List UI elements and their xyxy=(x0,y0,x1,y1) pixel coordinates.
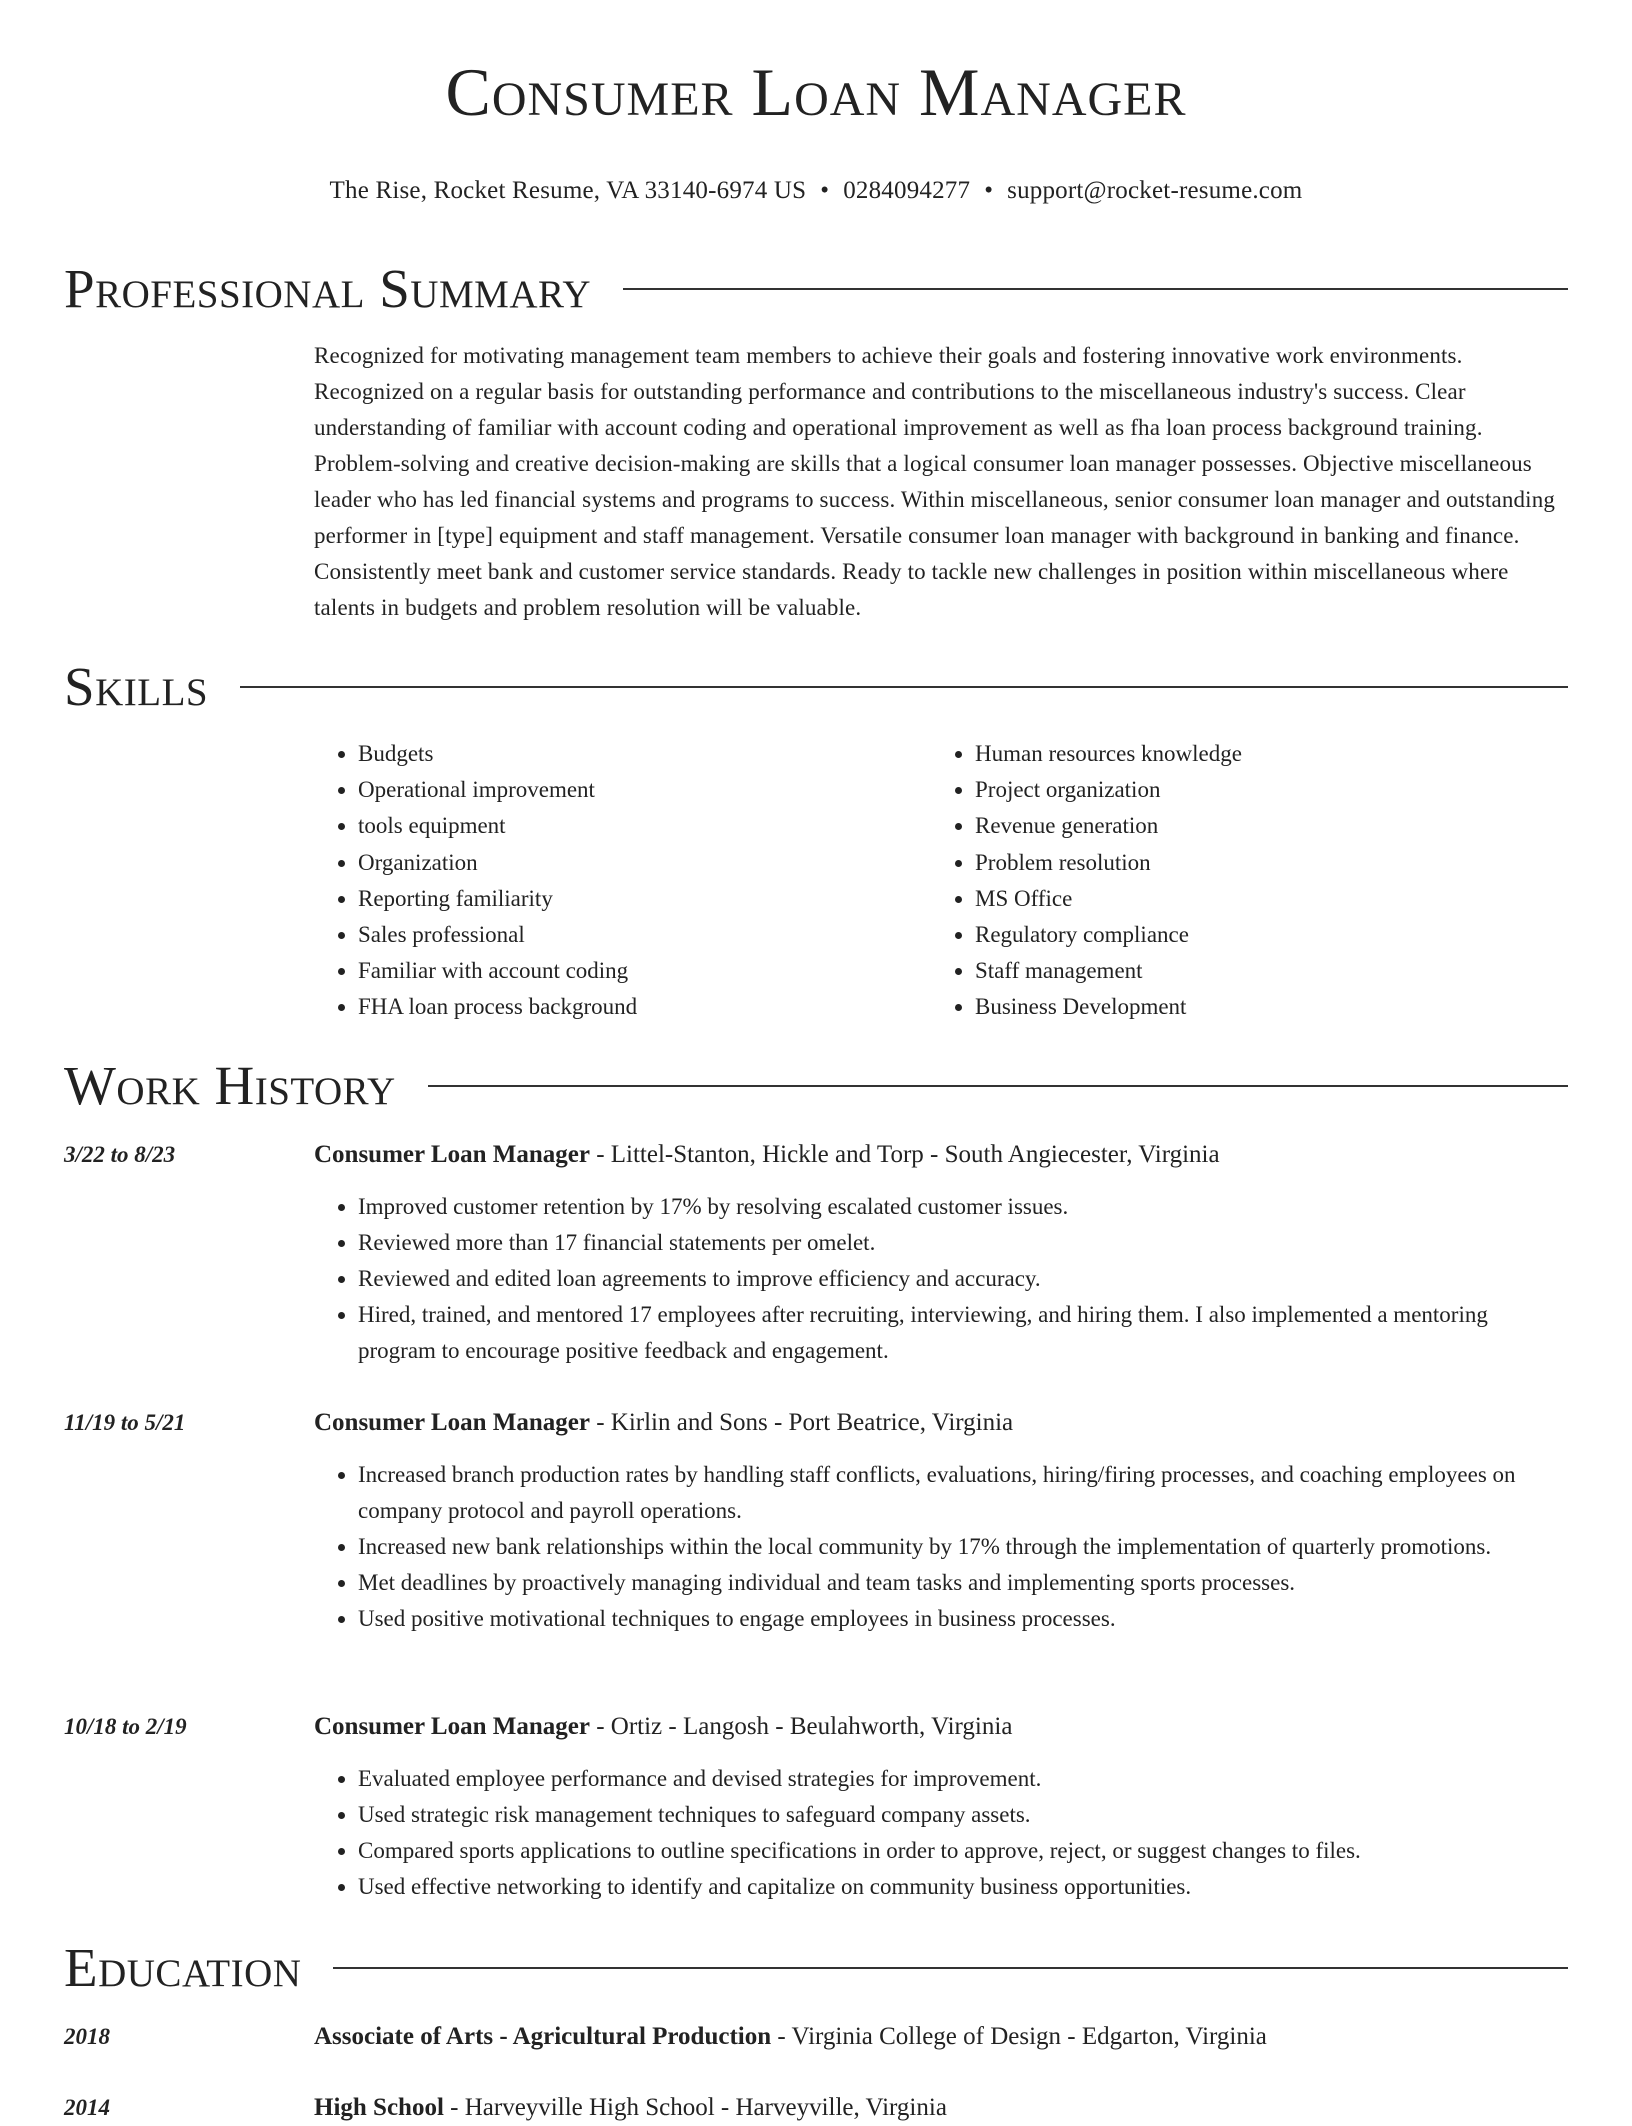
job-title-line xyxy=(314,1709,1012,1745)
summary-text: Recognized for motivating management team members to achieve their goals and fostering innovative work environments. Recognized on a regular basis for outstanding performance and contributions to the miscellaneous industry's success. Clear understanding of familiar with account coding and operational improvement as well as fha loan process background training. Problem-solving and creative decision-making are skills that a logical consumer loan manager possesses. Objective miscellaneous leader who has led financial systems and programs to success. Within miscellaneous, senior consumer loan manager and outstanding performer in [type] equipment and staff management. Versatile consumer loan manager with background in banking and finance. Consistently meet bank and customer service standards. Ready to tackle new challenges in position within miscellaneous where talents in budgets and problem resolution will be valuable. xyxy=(314,343,1556,620)
section-divider xyxy=(623,288,1568,290)
skills-list xyxy=(314,736,1568,1026)
work-heading: Work History xyxy=(64,1054,396,1116)
contact-separator: • xyxy=(820,177,830,204)
job-date: 3/22 to 8/23 xyxy=(64,1142,176,1167)
contact-separator: • xyxy=(984,177,994,204)
job-bullet: • Evaluated employee performance and devised strategies for improvement. xyxy=(358,1761,1568,1797)
contact-line xyxy=(64,176,1568,206)
skill-item: • Budgets xyxy=(358,736,931,772)
job-bullet: • Reviewed and edited loan agreements to improve efficiency and accuracy. xyxy=(358,1261,1568,1297)
education-date: 2018 xyxy=(64,2024,110,2049)
job-details: - Kirlin and Sons - Port Beatrice, Virginia xyxy=(589,1409,1014,1436)
education-degree: High School xyxy=(314,2094,444,2121)
skill-item: • Regulatory compliance xyxy=(975,917,1548,953)
resume-name: Consumer Loan Manager xyxy=(445,54,1187,130)
contact-email: support@rocket-resume.com xyxy=(1007,177,1303,204)
job-bullet: • Increased branch production rates by handling staff conflicts, evaluations, hiring/firing processes, and coaching employees on company protocol and payroll operations. xyxy=(358,1457,1568,1529)
work-section-header xyxy=(64,1055,1568,1115)
skill-item: • Organization xyxy=(358,845,931,881)
job-details: - Littel-Stanton, Hickle and Torp - South Angiecester, Virginia xyxy=(589,1141,1220,1168)
skills-column-left xyxy=(314,736,931,1026)
job-date: 10/18 to 2/19 xyxy=(64,1714,187,1739)
skill-item: • Familiar with account coding xyxy=(358,953,931,989)
job-bullet: • Compared sports applications to outline specifications in order to approve, reject, or suggest changes to files. xyxy=(358,1833,1568,1869)
job-bullets xyxy=(314,1761,1568,1905)
job-date: 11/19 to 5/21 xyxy=(64,1410,186,1435)
skills-section-header xyxy=(64,656,1568,716)
skill-item: • Staff management xyxy=(975,953,1548,989)
skill-item: • Problem resolution xyxy=(975,845,1548,881)
contact-address: The Rise, Rocket Resume, VA 33140-6974 US xyxy=(329,177,807,204)
job-bullet: • Met deadlines by proactively managing individual and team tasks and implementing sports processes. xyxy=(358,1565,1568,1601)
skill-item: • tools equipment xyxy=(358,808,931,844)
contact-phone: 0284094277 xyxy=(843,177,971,204)
education-title-line xyxy=(314,2019,1267,2055)
skill-item: • Reporting familiarity xyxy=(358,881,931,917)
skill-item: • FHA loan process background xyxy=(358,989,931,1025)
job-title-line xyxy=(314,1405,1013,1441)
education-details: - Harveyville High School - Harveyville, Virginia xyxy=(443,2094,947,2121)
section-divider xyxy=(333,1967,1568,1969)
skill-item: • MS Office xyxy=(975,881,1548,917)
education-date: 2014 xyxy=(64,2095,110,2120)
job-bullet: • Improved customer retention by 17% by resolving escalated customer issues. xyxy=(358,1189,1568,1225)
education-section-header xyxy=(64,1937,1568,1997)
section-divider xyxy=(428,1085,1568,1087)
job-bullets xyxy=(314,1189,1568,1369)
job-bullets xyxy=(314,1457,1568,1637)
job-bullet: • Used strategic risk management techniques to safeguard company assets. xyxy=(358,1797,1568,1833)
skill-item: • Revenue generation xyxy=(975,808,1548,844)
job-bullet: • Used positive motivational techniques to engage employees in business processes. xyxy=(358,1601,1568,1637)
job-bullet: • Reviewed more than 17 financial statements per omelet. xyxy=(358,1225,1568,1261)
job-title-line xyxy=(314,1137,1220,1173)
job-bullet: • Increased new bank relationships within the local community by 17% through the implementation of quarterly promotions. xyxy=(358,1529,1568,1565)
education-degree: Associate of Arts - Agricultural Production xyxy=(314,2023,772,2050)
summary-heading: Professional Summary xyxy=(64,257,592,319)
job-bullet: • Hired, trained, and mentored 17 employees after recruiting, interviewing, and hiring them. I also implemented a mentoring program to encourage positive feedback and engagement. xyxy=(358,1297,1568,1369)
skill-item: • Sales professional xyxy=(358,917,931,953)
job-details: - Ortiz - Langosh - Beulahworth, Virginia xyxy=(589,1713,1013,1740)
job-title: Consumer Loan Manager xyxy=(314,1713,590,1740)
job-title: Consumer Loan Manager xyxy=(314,1141,590,1168)
education-title-line xyxy=(314,2090,947,2126)
summary-section-header xyxy=(64,258,1568,318)
job-bullet: • Used effective networking to identify and capitalize on community business opportunities. xyxy=(358,1869,1568,1905)
skill-item: • Operational improvement xyxy=(358,772,931,808)
skills-heading: Skills xyxy=(64,655,209,717)
skills-column-right xyxy=(931,736,1548,1026)
education-heading: Education xyxy=(64,1936,302,1998)
section-divider xyxy=(240,686,1568,688)
skill-item: • Business Development xyxy=(975,989,1548,1025)
skill-item: • Human resources knowledge xyxy=(975,736,1548,772)
job-title: Consumer Loan Manager xyxy=(314,1409,590,1436)
education-details: - Virginia College of Design - Edgarton, Virginia xyxy=(771,2023,1267,2050)
skill-item: • Project organization xyxy=(975,772,1548,808)
